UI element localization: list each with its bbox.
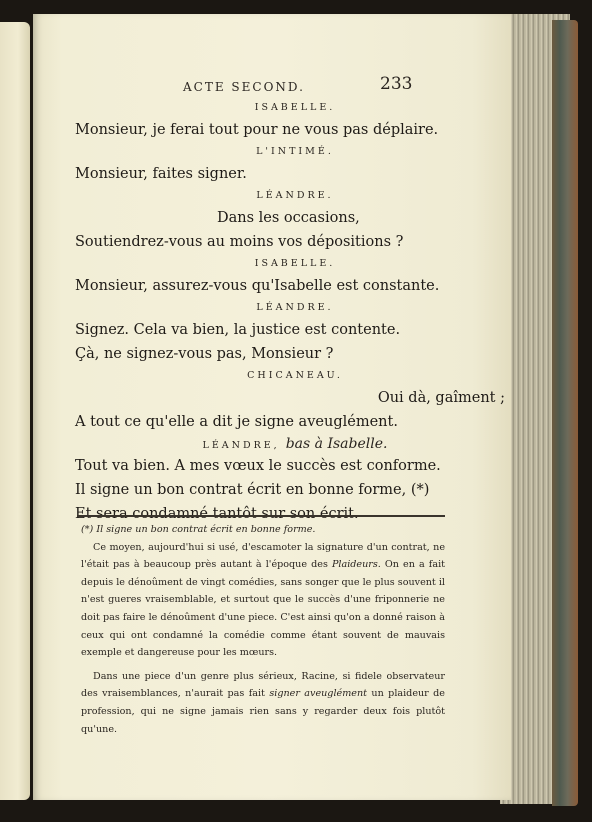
- footnote-paragraph: [81, 668, 445, 738]
- speaker-name: L'INTIMÉ.: [256, 146, 334, 157]
- book-page: [33, 14, 511, 800]
- speaker-name: CHICANEAU.: [247, 370, 343, 381]
- footnote-text: Ce moyen, aujourd'hui si usé, d'escamoter la signature d'un contrat, ne l'était pas à beaucoup près autant à l'époque des: [81, 541, 445, 571]
- footnote-text: . On en a fait depuis le dénoûment de vingt comédies, sans songer que le plus souvent il n'est gueres vraisemblable, et surtout que le succès d'une friponnerie ne doit pas faire le dénoûment d'une piece. C'est ainsi qu'on a donné raison à ceux qui ont condamné la comédie comme étant souvent de mauvais exemple et dangereuse pour les mœurs.: [81, 559, 445, 659]
- previous-page-edge: [0, 22, 30, 800]
- verse-line: Et sera condamné tantôt sur son écrit.: [75, 506, 359, 522]
- verse-line: Monsieur, assurez-vous qu'Isabelle est constante.: [75, 278, 440, 294]
- verse-line: Soutiendrez-vous au moins vos dépositions ?: [75, 234, 404, 250]
- book-cover-edge: [552, 20, 578, 806]
- verse-line: Dans les occasions,: [217, 210, 360, 226]
- footnote-reference: (*) Il signe un bon contrat écrit en bonne forme.: [81, 524, 316, 535]
- footnote-text: Dans une piece d'un genre plus sérieux, Racine, si fidele observateur des vraisemblances, n'aurait pas fait: [81, 670, 445, 700]
- verse-line: Monsieur, faites signer.: [75, 166, 247, 182]
- running-head: ACTE SECOND.: [183, 80, 305, 94]
- speaker-with-stage-direction: [75, 434, 515, 454]
- dialogue: [75, 98, 515, 526]
- verse-line: Oui dà, gaîment ;: [377, 390, 505, 406]
- verse-line: Signez. Cela va bien, la justice est contente.: [75, 322, 401, 338]
- verse-line: Çà, ne signez-vous pas, Monsieur ?: [75, 346, 334, 362]
- speaker-name: LÉANDRE.: [256, 190, 334, 201]
- footnote-rule: [77, 515, 445, 517]
- speaker-name: ISABELLE.: [254, 102, 336, 113]
- footnote: [81, 521, 445, 738]
- speaker-name: LÉANDRE.: [256, 302, 334, 313]
- footnote-emphasis: Plaideurs: [331, 559, 378, 571]
- footnote-paragraph: [81, 539, 445, 662]
- verse-line: A tout ce qu'elle a dit je signe aveuglément.: [75, 414, 398, 430]
- page-number: 233: [380, 74, 413, 94]
- footnote-emphasis: signer aveuglément: [269, 688, 368, 700]
- verse-line: Il signe un bon contrat écrit en bonne forme, (*): [75, 482, 430, 498]
- speaker-name: LÉANDRE,: [202, 440, 280, 451]
- speaker-name: ISABELLE.: [254, 258, 336, 269]
- footnote-text: un plaideur de profession, qui ne signe jamais rien sans y regarder deux fois plutôt qu'une.: [81, 688, 445, 735]
- verse-line: Tout va bien. A mes vœux le succès est conforme.: [75, 458, 441, 474]
- verse-line: Monsieur, je ferai tout pour ne vous pas déplaire.: [75, 122, 439, 138]
- stage-direction: bas à Isabelle.: [285, 436, 388, 452]
- page-header: [33, 74, 511, 98]
